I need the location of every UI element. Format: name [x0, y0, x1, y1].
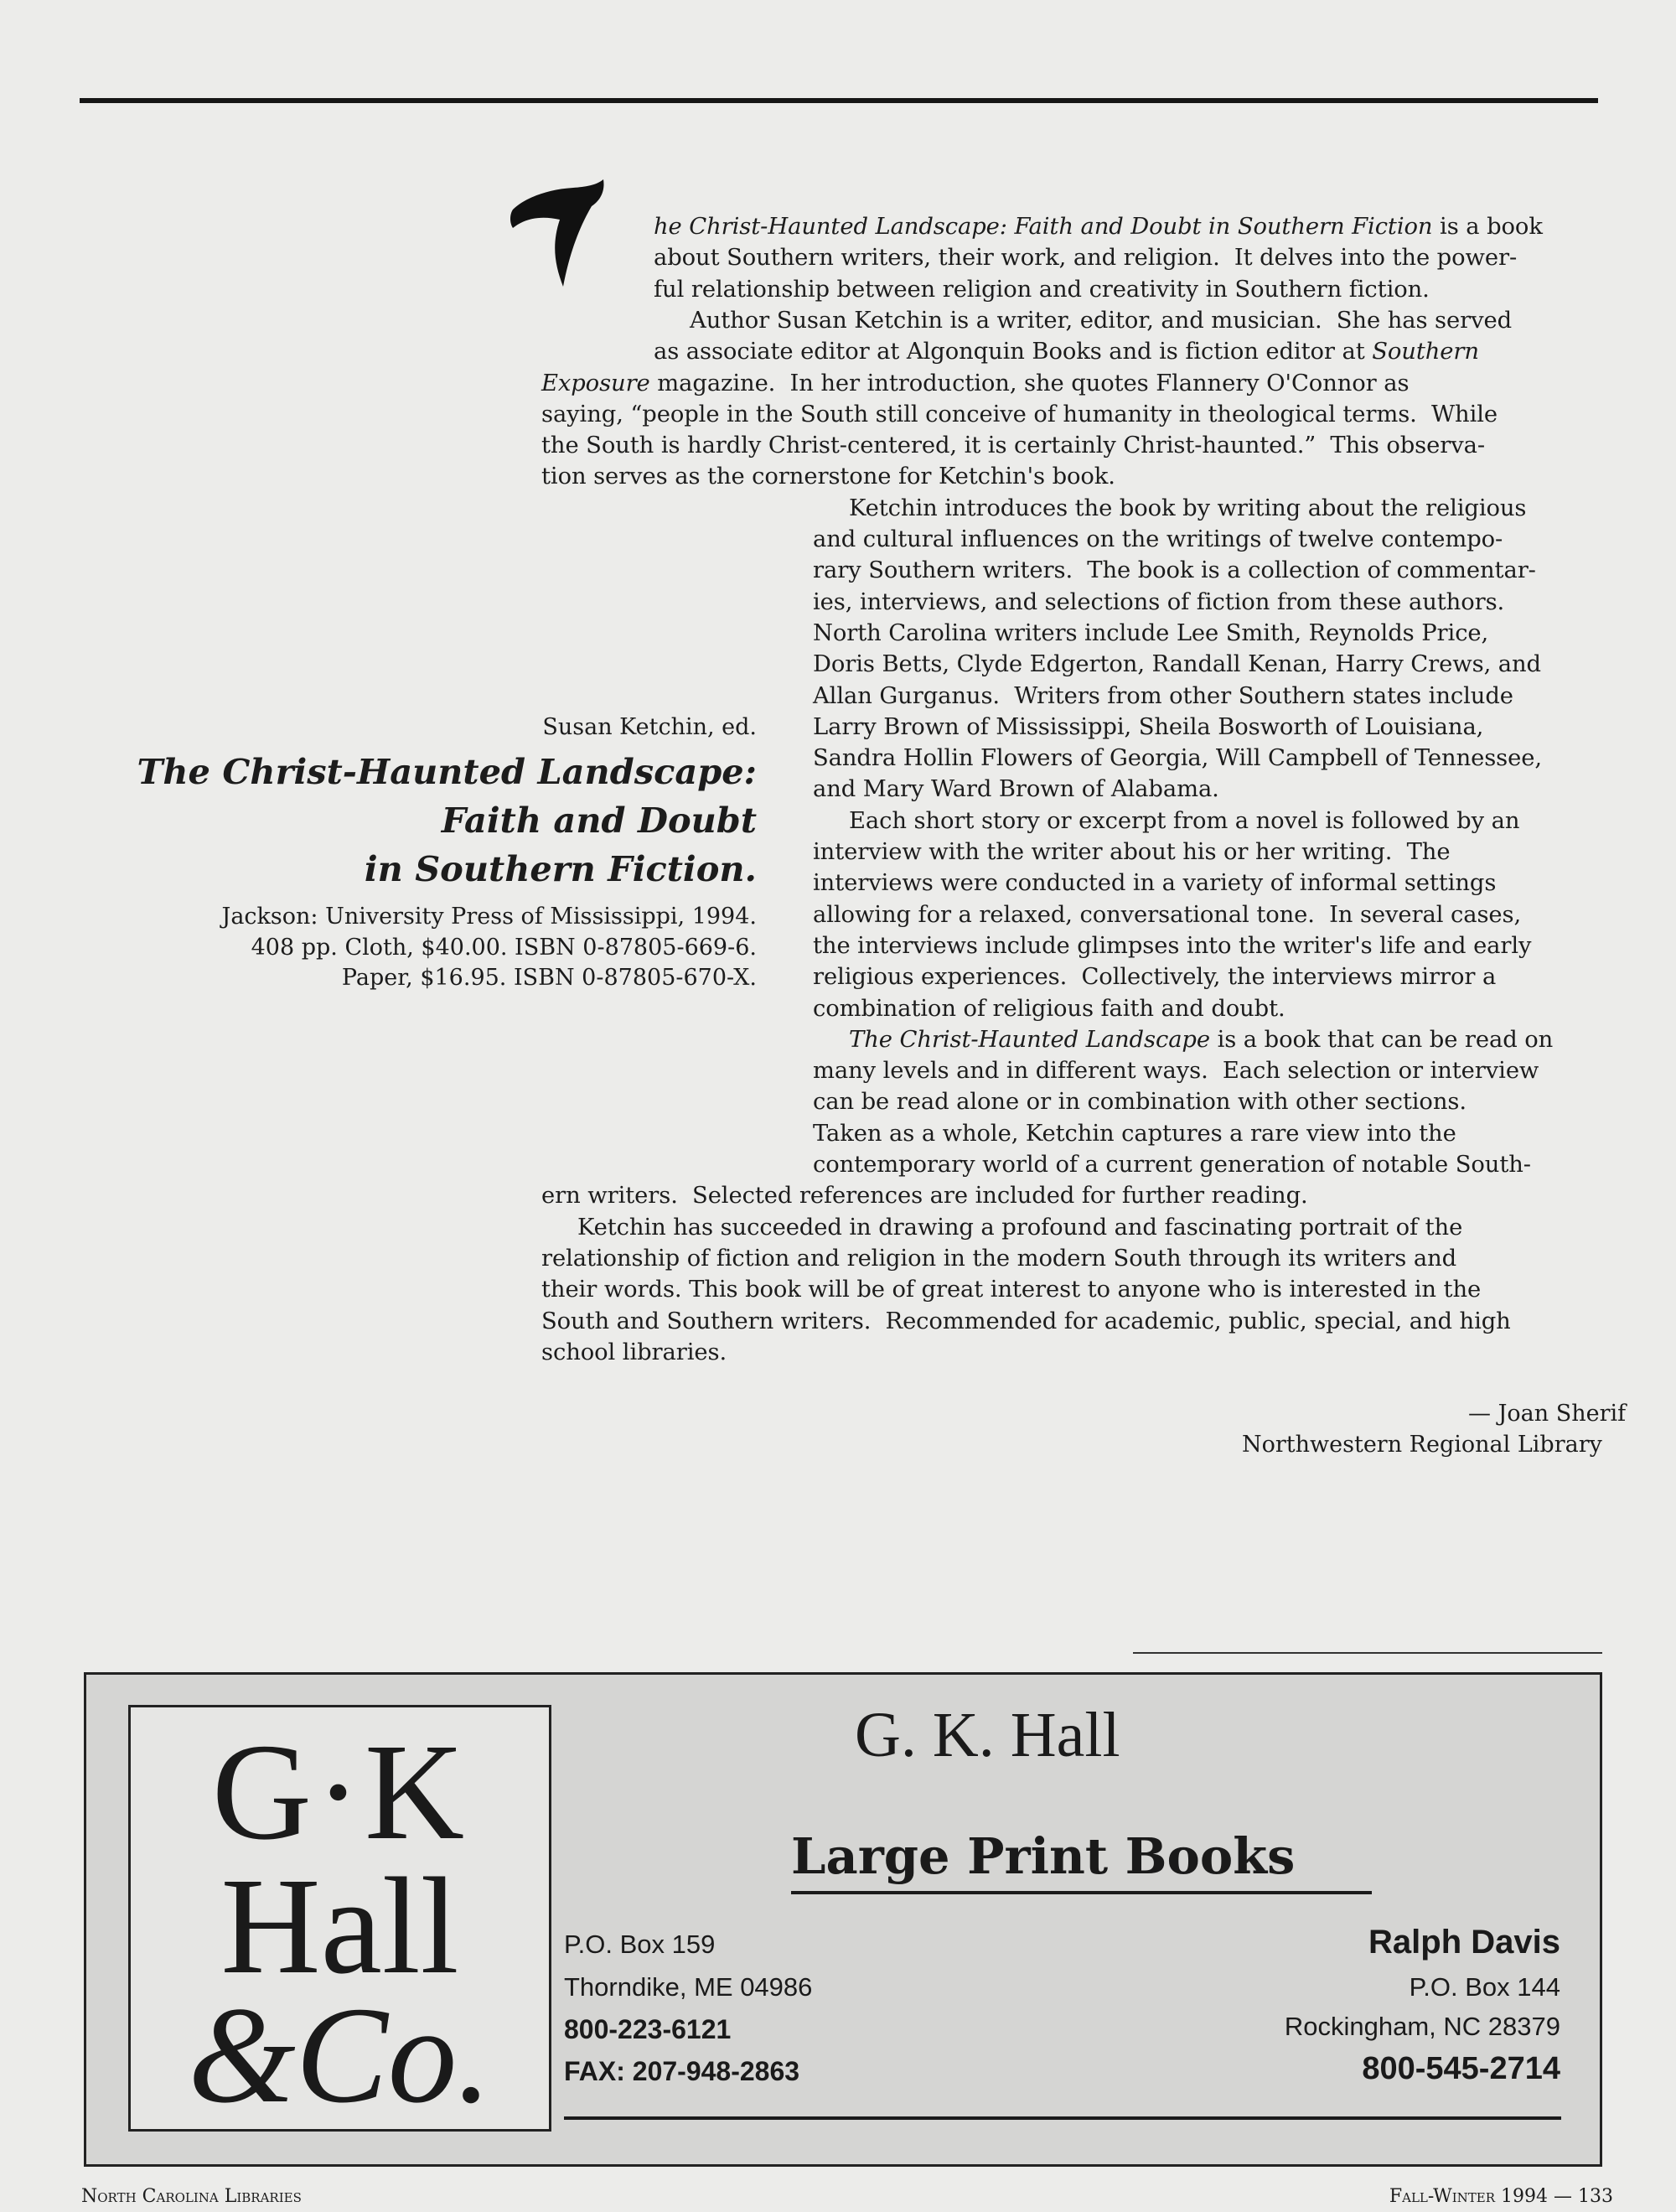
review-text: the interviews include glimpses into the writer's life and early	[813, 932, 1532, 959]
review-line	[654, 211, 1543, 242]
review-text: Allan Gurganus. Writers from other Southern states include	[813, 682, 1513, 709]
review-text: Sandra Hollin Flowers of Georgia, Will Campbell of Tennessee,	[813, 745, 1542, 772]
review-text: Ketchin has succeeded in drawing a profound and fascinating portrait of the	[541, 1214, 1463, 1241]
citation-title-line: The Christ-Haunted Landscape:	[137, 751, 757, 792]
review-text: relationship of fiction and religion in the modern South through its writers and	[541, 1245, 1457, 1272]
review-italic-text: The Christ-Haunted Landscape	[849, 1026, 1210, 1053]
review-line	[813, 681, 1513, 712]
logo-line-co: &Co.	[188, 1978, 492, 2132]
review-text: Each short story or excerpt from a novel is followed by an	[813, 807, 1520, 834]
ad-left-city: Thorndike, ME 04986	[564, 1972, 813, 2002]
review-text: saying, “people in the South still conceive of humanity in theological terms. While	[541, 401, 1498, 427]
review-line	[813, 837, 1450, 868]
logo-line-hall: Hall	[220, 1849, 459, 2002]
review-text: and Mary Ward Brown of Alabama.	[813, 776, 1219, 803]
review-text: ful relationship between religion and creativity in Southern fiction.	[654, 276, 1430, 303]
review-line	[813, 743, 1542, 774]
review-line	[813, 993, 1285, 1024]
review-line	[654, 336, 1479, 367]
review-line	[813, 618, 1488, 649]
review-text: Author Susan Ketchin is a writer, editor, and musician. She has served	[654, 307, 1513, 334]
review-line	[541, 1243, 1456, 1274]
review-text: and cultural influences on the writings of twelve contempo-	[813, 526, 1503, 552]
ad-bottom-rule	[564, 2116, 1561, 2120]
citation-pub-line: Paper, $16.95. ISBN 0-87805-670-X.	[341, 965, 757, 991]
review-text: religious experiences. Collectively, the interviews mirror a	[813, 964, 1497, 991]
gk-hall-logo	[128, 1705, 551, 2132]
review-text: contemporary world of a current generation of notable South-	[813, 1152, 1531, 1178]
review-text: interview with the writer about his or her writing. The	[813, 839, 1451, 865]
review-line	[654, 242, 1517, 273]
review-line	[813, 587, 1504, 618]
review-line	[541, 430, 1485, 461]
review-italic-text: he Christ-Haunted Landscape: Faith and Doubt in Southern Fiction	[654, 214, 1433, 240]
review-line	[813, 806, 1519, 837]
review-text: rary Southern writers. The book is a collection of commentar-	[813, 557, 1536, 584]
review-text: combination of religious faith and doubt.	[813, 995, 1285, 1022]
gk-hall-advertisement	[84, 1672, 1602, 2167]
review-text: Doris Betts, Clyde Edgerton, Randall Kenan, Harry Crews, and	[813, 651, 1541, 678]
review-text: South and Southern writers. Recommended for academic, public, special, and high	[541, 1308, 1511, 1334]
review-line	[541, 1180, 1308, 1211]
review-text: the South is hardly Christ-centered, it is certainly Christ-haunted.” This observa-	[541, 433, 1485, 459]
footer-publication: North Carolina Libraries	[81, 2186, 302, 2207]
review-line	[813, 1024, 1553, 1055]
citation-title-line: Faith and Doubt	[441, 800, 757, 841]
review-line	[813, 1118, 1456, 1149]
ad-left-po-box: P.O. Box 159	[564, 1930, 716, 1959]
ad-right-po-box: P.O. Box 144	[1409, 1972, 1560, 2002]
review-text: about Southern writers, their work, and religion. It delves into the power-	[654, 245, 1518, 272]
citation-title	[137, 748, 757, 894]
review-line	[813, 493, 1526, 524]
review-line	[654, 274, 1430, 305]
review-text: ies, interviews, and selections of fiction from these authors.	[813, 588, 1505, 615]
review-text: school libraries.	[541, 1339, 727, 1365]
review-text: Taken as a whole, Ketchin captures a rare view into the	[813, 1120, 1456, 1147]
footer-issue-text: Fall-Winter 1994 — 133	[1389, 2186, 1613, 2207]
review-line	[813, 1086, 1466, 1117]
review-line	[541, 1212, 1462, 1243]
review-text: is a book	[1432, 214, 1543, 240]
review-line	[654, 305, 1512, 336]
ad-right-contact-name: Ralph Davis	[1368, 1924, 1560, 1961]
ad-tagline: Large Print Books	[791, 1827, 1296, 1885]
ad-right-phone: 800-545-2714	[1362, 2051, 1560, 2086]
review-line	[541, 1337, 727, 1368]
review-italic-text: Southern	[1372, 339, 1479, 365]
citation-title-line: in Southern Fiction.	[364, 848, 757, 889]
review-line	[541, 461, 1115, 492]
citation-pub-line: Jackson: University Press of Mississippi, 1994.	[221, 904, 757, 930]
review-text: their words. This book will be of great interest to anyone who is interested in the	[541, 1277, 1482, 1303]
reviewer-library: Northwestern Regional Library	[1242, 1432, 1602, 1458]
review-text: Larry Brown of Mississippi, Sheila Bosworth of Louisiana,	[813, 713, 1484, 740]
top-rule	[80, 98, 1598, 103]
review-line	[813, 649, 1541, 680]
logo-line-gk: G·K	[211, 1715, 468, 1868]
review-line	[813, 1055, 1539, 1086]
review-line	[813, 524, 1503, 555]
review-line	[813, 868, 1496, 899]
review-line	[541, 399, 1498, 430]
review-line	[541, 1274, 1481, 1305]
ad-right-city: Rockingham, NC 28379	[1284, 2012, 1560, 2041]
review-line	[813, 555, 1536, 586]
review-text: ern writers. Selected references are included for further reading.	[541, 1183, 1308, 1210]
review-line	[541, 1306, 1511, 1337]
footer-issue-page	[1389, 2186, 1613, 2207]
review-text	[813, 1027, 849, 1053]
review-text: is a book that can be read on	[1209, 1026, 1554, 1053]
review-line	[813, 899, 1521, 930]
review-line	[813, 930, 1531, 961]
review-text: many levels and in different ways. Each selection or interview	[813, 1058, 1539, 1085]
ad-left-fax: FAX: 207-948-2863	[564, 2056, 800, 2086]
review-text: allowing for a relaxed, conversational tone. In several cases,	[813, 901, 1522, 928]
drop-cap-letter	[508, 178, 607, 291]
review-text: as associate editor at Algonquin Books and is fiction editor at	[654, 339, 1373, 365]
review-italic-text: Exposure	[541, 370, 650, 396]
ad-left-phone: 800-223-6121	[564, 2014, 732, 2044]
review-line	[813, 961, 1496, 992]
review-text: tion serves as the cornerstone for Ketchin's book.	[541, 464, 1115, 490]
citation-editor: Susan Ketchin, ed.	[542, 714, 757, 740]
ad-company-name: G. K. Hall	[855, 1700, 1120, 1770]
citation-pub-line: 408 pp. Cloth, $40.00. ISBN 0-87805-669-6.	[251, 934, 757, 961]
ad-tagline-underline	[791, 1891, 1372, 1894]
review-text: North Carolina writers include Lee Smith, Reynolds Price,	[813, 619, 1489, 646]
review-text: interviews were conducted in a variety of informal settings	[813, 870, 1497, 897]
review-line	[813, 712, 1483, 743]
review-line	[813, 774, 1219, 805]
review-text: magazine. In her introduction, she quotes Flannery O'Connor as	[649, 370, 1410, 396]
citation-publication	[222, 902, 758, 994]
review-text: Ketchin introduces the book by writing about the religious	[813, 495, 1527, 521]
reviewer-name: — Joan Sherif	[1468, 1401, 1627, 1427]
review-line	[813, 1149, 1531, 1180]
ad-separator-rule	[1133, 1652, 1602, 1654]
review-text: can be read alone or in combination with other sections.	[813, 1089, 1466, 1116]
review-line	[541, 368, 1409, 399]
